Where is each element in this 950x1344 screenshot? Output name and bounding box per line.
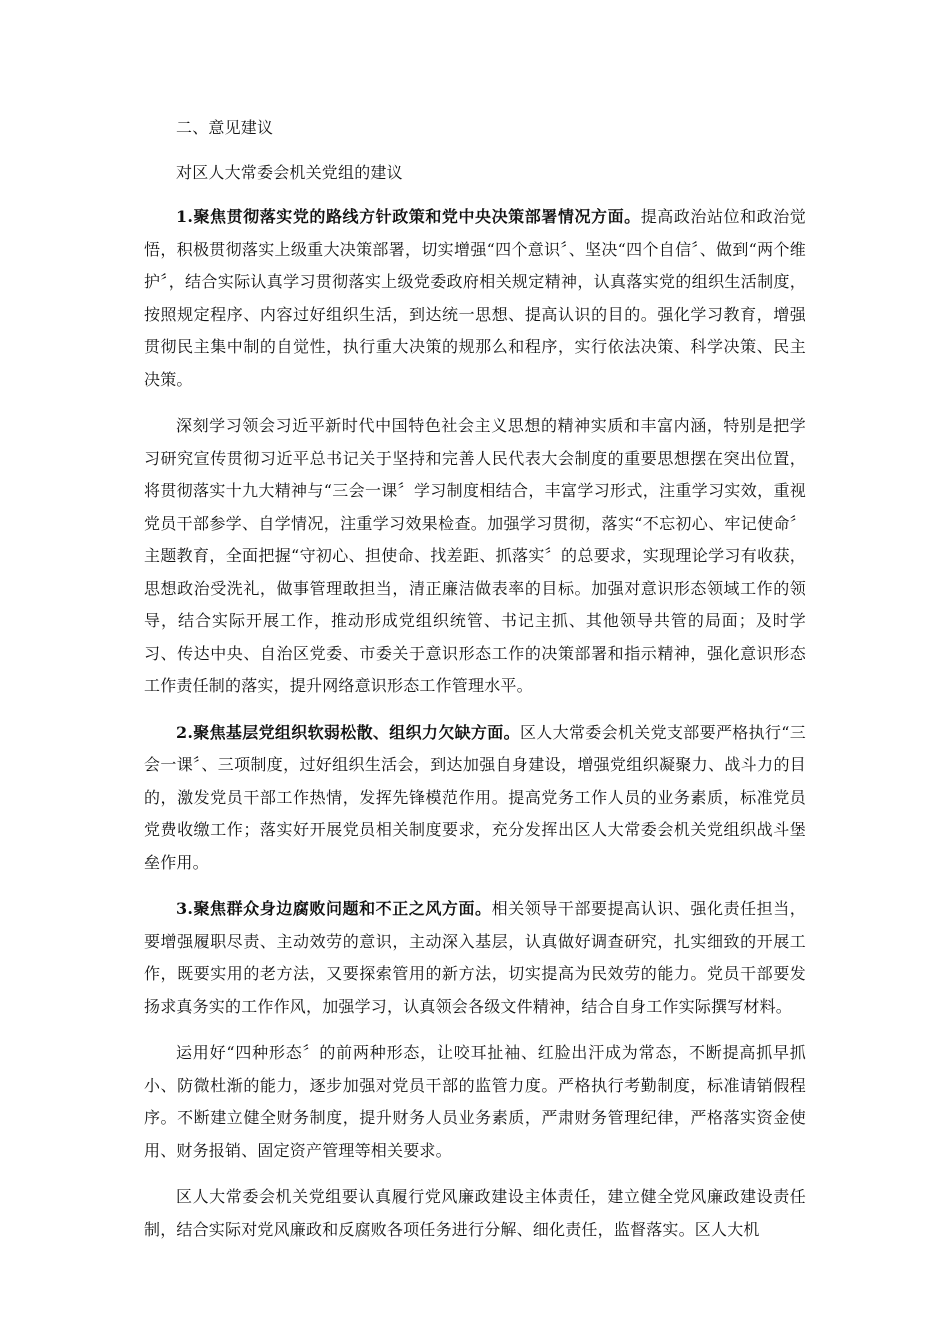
paragraph-1 bbox=[144, 201, 806, 396]
section-heading: 二、意见建议 bbox=[176, 118, 274, 137]
paragraph-text: 深刻学习领会习近平新时代中国特色社会主义思想的精神实质和丰富内涵，特别是把学习研究宣传贯彻习近平总书记关于坚持和完善人民代表大会制度的重要思想摆在突出位置，将贯彻落实十九大精神与“三会一课〞学习制度相结合，丰富学习形式，注重学习实效，重视党员干部参学、自学情况，注重学习效果检查。加强学习贯彻，落实“不忘初心、牢记使命〞主题教育，全面把握“守初心、担使命、找差距、抓落实〞的总要求，实现理论学习有收获，思想政治受洗礼，做事管理敢担当，清正廉洁做表率的目标。加强对意识形态领域工作的领导，结合实际开展工作，推动形成党组织统管、书记主抓、其他领导共管的局面；及时学习、传达中央、自治区党委、市委关于意识形态工作的决策部署和指示精神，强化意识形态工作责任制的落实，提升网络意识形态工作管理水平。 bbox=[144, 416, 806, 695]
document-body bbox=[144, 112, 806, 1260]
paragraph-5 bbox=[144, 1037, 806, 1167]
paragraph-6 bbox=[144, 1181, 806, 1246]
sub-heading: 对区人大常委会机关党组的建议 bbox=[176, 162, 403, 182]
paragraph-4 bbox=[144, 893, 806, 1023]
paragraph-lead: 3.聚焦群众身边腐败问题和不正之风方面。 bbox=[176, 899, 492, 918]
paragraph-2 bbox=[144, 410, 806, 703]
paragraph-text: 相关领导干部要提高认识、强化责任担当，要增强履职尽责、主动效劳的意识，主动深入基层，认真做好调查研究，扎实细致的开展工作，既要实用的老方法，又要探索管用的新方法，切实提高为民效劳的能力。党员干部要发扬求真务实的工作作风，加强学习，认真领会各级文件精神，结合自身工作实际撰写材料。 bbox=[144, 899, 806, 1016]
paragraph-text: 提高政治站位和政治觉悟，积极贯彻落实上级重大决策部署，切实增强“四个意识〞、坚决“四个自信〞、做到“两个维护〞，结合实际认真学习贯彻落实上级党委政府相关规定精神，认真落实党的组织生活制度，按照规定程序、内容过好组织生活，到达统一思想、提高认识的目的。强化学习教育，增强贯彻民主集中制的自觉性，执行重大决策的规那么和程序，实行依法决策、科学决策、民主决策。 bbox=[144, 207, 806, 389]
paragraph-text: 区人大常委会机关党组要认真履行党风廉政建设主体责任，建立健全党风廉政建设责任制，结合实际对党风廉政和反腐败各项任务进行分解、细化责任，监督落实。区人大机 bbox=[144, 1187, 806, 1239]
paragraph-3 bbox=[144, 717, 806, 880]
paragraph-text: 区人大常委会机关党支部要严格执行“三会一课〞、三项制度，过好组织生活会，到达加强自身建设，增强党组织凝聚力、战斗力的目的，激发党员干部工作热情，发挥先锋模范作用。提高党务工作人员的业务素质，标准党员党费收缴工作；落实好开展党员相关制度要求，充分发挥出区人大常委会机关党组织战斗堡垒作用。 bbox=[144, 722, 807, 872]
paragraph-lead: 2.聚焦基层党组织软弱松散、组织力欠缺方面。 bbox=[176, 722, 520, 742]
paragraph-text: 运用好“四种形态〞的前两种形态，让咬耳扯袖、红脸出汗成为常态，不断提高抓早抓小、防微杜渐的能力，逐步加强对党员干部的监管力度。严格执行考勤制度，标准请销假程序。不断建立健全财务制度，提升财务人员业务素质，严肃财务管理纪律，严格落实资金使用、财务报销、固定资产管理等相关要求。 bbox=[144, 1043, 806, 1160]
paragraph-lead: 1.聚焦贯彻落实党的路线方针政策和党中央决策部署情况方面。 bbox=[176, 207, 641, 226]
